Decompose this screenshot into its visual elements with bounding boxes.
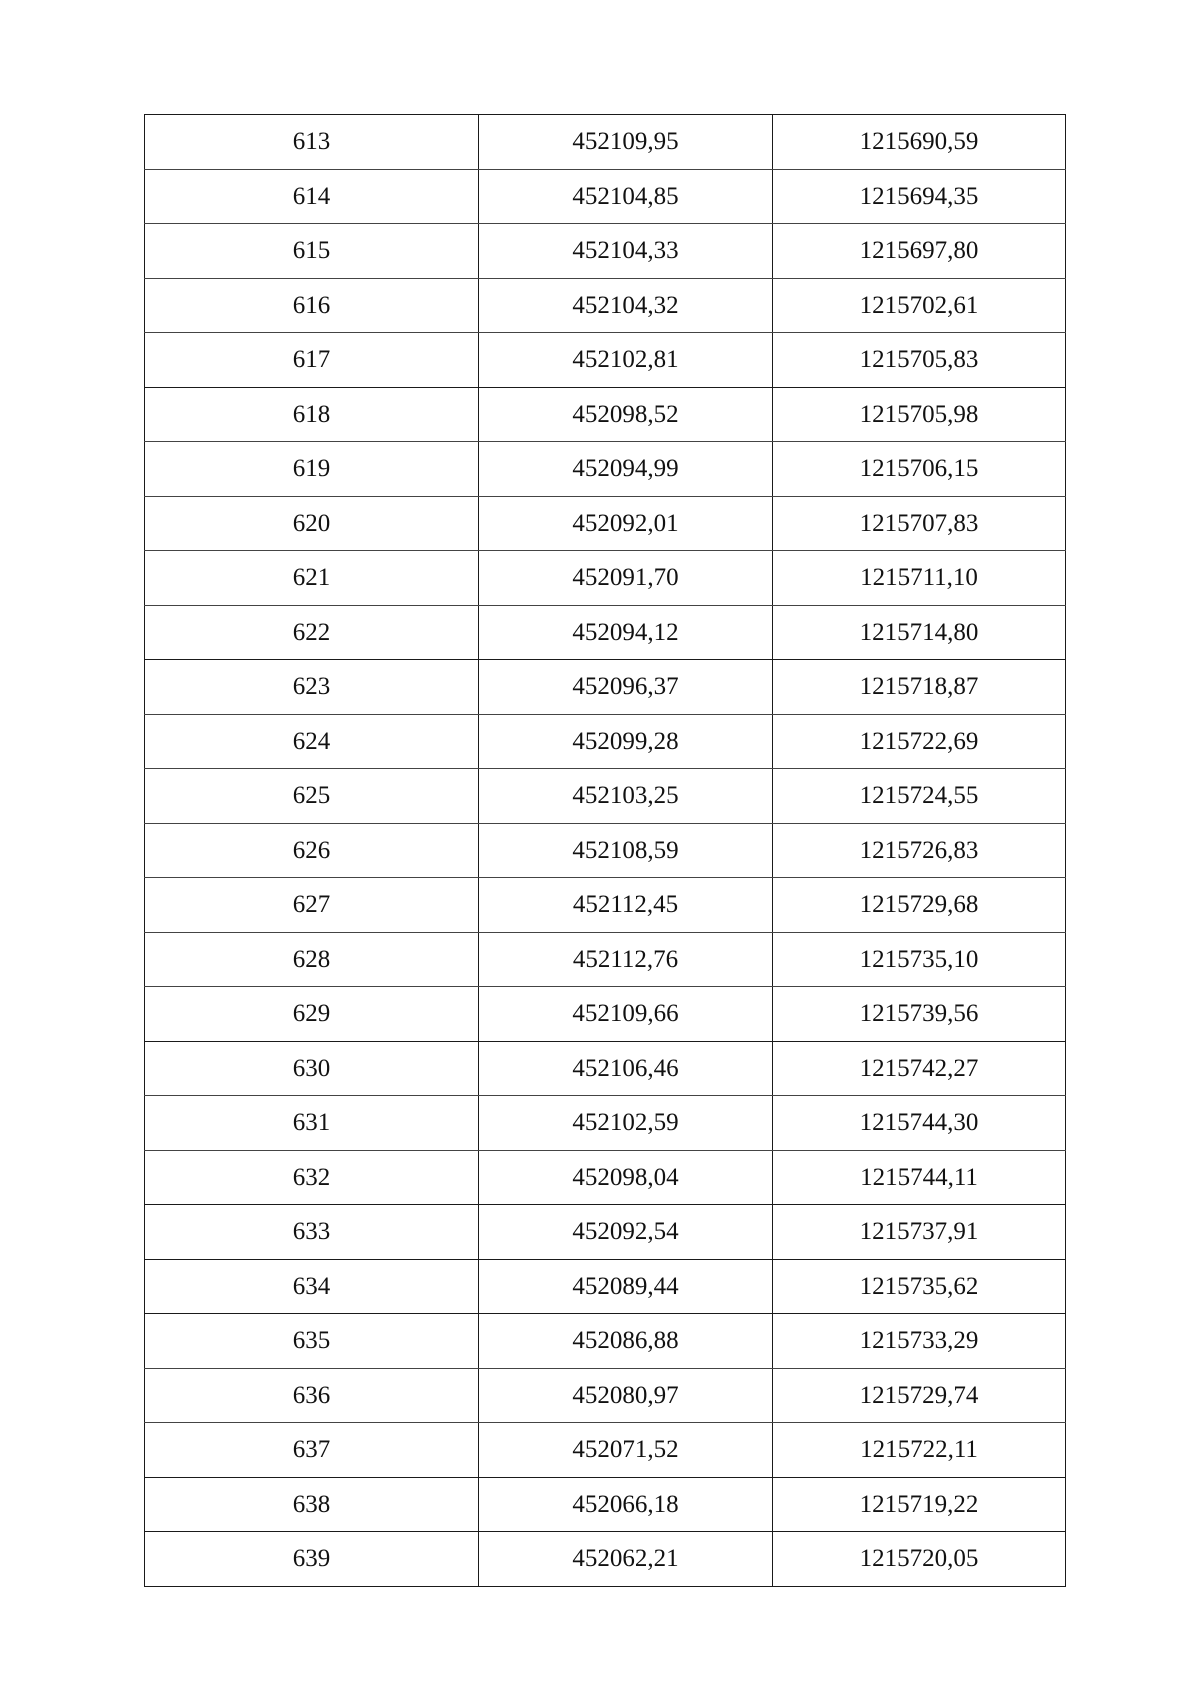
y-coordinate-cell: 1215714,80 bbox=[773, 605, 1066, 660]
point-number-cell: 617 bbox=[145, 333, 479, 388]
point-number-cell: 632 bbox=[145, 1150, 479, 1205]
y-coordinate-cell: 1215729,74 bbox=[773, 1368, 1066, 1423]
x-coordinate-cell: 452108,59 bbox=[479, 823, 773, 878]
x-coordinate-cell: 452096,37 bbox=[479, 660, 773, 715]
table-row bbox=[145, 1096, 1066, 1151]
table-row bbox=[145, 714, 1066, 769]
table-row bbox=[145, 551, 1066, 606]
y-coordinate-cell: 1215742,27 bbox=[773, 1041, 1066, 1096]
table-row bbox=[145, 660, 1066, 715]
point-number-cell: 637 bbox=[145, 1423, 479, 1478]
point-number-cell: 639 bbox=[145, 1532, 479, 1587]
point-number-cell: 616 bbox=[145, 278, 479, 333]
point-number-cell: 630 bbox=[145, 1041, 479, 1096]
coordinates-table bbox=[144, 114, 1066, 1587]
table-row bbox=[145, 333, 1066, 388]
point-number-cell: 628 bbox=[145, 932, 479, 987]
table-row bbox=[145, 442, 1066, 497]
point-number-cell: 627 bbox=[145, 878, 479, 933]
point-number-cell: 624 bbox=[145, 714, 479, 769]
point-number-cell: 625 bbox=[145, 769, 479, 824]
x-coordinate-cell: 452062,21 bbox=[479, 1532, 773, 1587]
x-coordinate-cell: 452098,52 bbox=[479, 387, 773, 442]
x-coordinate-cell: 452094,99 bbox=[479, 442, 773, 497]
table-row bbox=[145, 496, 1066, 551]
y-coordinate-cell: 1215722,11 bbox=[773, 1423, 1066, 1478]
x-coordinate-cell: 452089,44 bbox=[479, 1259, 773, 1314]
x-coordinate-cell: 452071,52 bbox=[479, 1423, 773, 1478]
point-number-cell: 615 bbox=[145, 224, 479, 279]
table-row bbox=[145, 224, 1066, 279]
table-row bbox=[145, 1532, 1066, 1587]
y-coordinate-cell: 1215705,83 bbox=[773, 333, 1066, 388]
x-coordinate-cell: 452109,66 bbox=[479, 987, 773, 1042]
point-number-cell: 635 bbox=[145, 1314, 479, 1369]
point-number-cell: 634 bbox=[145, 1259, 479, 1314]
table-row bbox=[145, 1314, 1066, 1369]
x-coordinate-cell: 452109,95 bbox=[479, 115, 773, 170]
table-row bbox=[145, 932, 1066, 987]
table-row bbox=[145, 605, 1066, 660]
x-coordinate-cell: 452102,81 bbox=[479, 333, 773, 388]
x-coordinate-cell: 452102,59 bbox=[479, 1096, 773, 1151]
point-number-cell: 613 bbox=[145, 115, 479, 170]
x-coordinate-cell: 452092,54 bbox=[479, 1205, 773, 1260]
y-coordinate-cell: 1215739,56 bbox=[773, 987, 1066, 1042]
x-coordinate-cell: 452112,45 bbox=[479, 878, 773, 933]
point-number-cell: 619 bbox=[145, 442, 479, 497]
point-number-cell: 626 bbox=[145, 823, 479, 878]
y-coordinate-cell: 1215718,87 bbox=[773, 660, 1066, 715]
x-coordinate-cell: 452104,33 bbox=[479, 224, 773, 279]
y-coordinate-cell: 1215711,10 bbox=[773, 551, 1066, 606]
x-coordinate-cell: 452094,12 bbox=[479, 605, 773, 660]
y-coordinate-cell: 1215720,05 bbox=[773, 1532, 1066, 1587]
table-row bbox=[145, 878, 1066, 933]
y-coordinate-cell: 1215735,10 bbox=[773, 932, 1066, 987]
table-row bbox=[145, 1423, 1066, 1478]
x-coordinate-cell: 452112,76 bbox=[479, 932, 773, 987]
table-row bbox=[145, 1368, 1066, 1423]
x-coordinate-cell: 452103,25 bbox=[479, 769, 773, 824]
table-row bbox=[145, 987, 1066, 1042]
x-coordinate-cell: 452091,70 bbox=[479, 551, 773, 606]
table-row bbox=[145, 1041, 1066, 1096]
table-row bbox=[145, 387, 1066, 442]
x-coordinate-cell: 452106,46 bbox=[479, 1041, 773, 1096]
y-coordinate-cell: 1215702,61 bbox=[773, 278, 1066, 333]
point-number-cell: 623 bbox=[145, 660, 479, 715]
table-row bbox=[145, 769, 1066, 824]
x-coordinate-cell: 452092,01 bbox=[479, 496, 773, 551]
point-number-cell: 633 bbox=[145, 1205, 479, 1260]
table-row bbox=[145, 1259, 1066, 1314]
point-number-cell: 622 bbox=[145, 605, 479, 660]
y-coordinate-cell: 1215733,29 bbox=[773, 1314, 1066, 1369]
x-coordinate-cell: 452099,28 bbox=[479, 714, 773, 769]
point-number-cell: 631 bbox=[145, 1096, 479, 1151]
y-coordinate-cell: 1215729,68 bbox=[773, 878, 1066, 933]
y-coordinate-cell: 1215735,62 bbox=[773, 1259, 1066, 1314]
point-number-cell: 636 bbox=[145, 1368, 479, 1423]
x-coordinate-cell: 452104,85 bbox=[479, 169, 773, 224]
x-coordinate-cell: 452104,32 bbox=[479, 278, 773, 333]
x-coordinate-cell: 452086,88 bbox=[479, 1314, 773, 1369]
y-coordinate-cell: 1215705,98 bbox=[773, 387, 1066, 442]
y-coordinate-cell: 1215719,22 bbox=[773, 1477, 1066, 1532]
point-number-cell: 620 bbox=[145, 496, 479, 551]
x-coordinate-cell: 452098,04 bbox=[479, 1150, 773, 1205]
point-number-cell: 621 bbox=[145, 551, 479, 606]
table-row bbox=[145, 823, 1066, 878]
table-row bbox=[145, 1477, 1066, 1532]
y-coordinate-cell: 1215697,80 bbox=[773, 224, 1066, 279]
y-coordinate-cell: 1215706,15 bbox=[773, 442, 1066, 497]
y-coordinate-cell: 1215707,83 bbox=[773, 496, 1066, 551]
table-row bbox=[145, 115, 1066, 170]
y-coordinate-cell: 1215694,35 bbox=[773, 169, 1066, 224]
point-number-cell: 638 bbox=[145, 1477, 479, 1532]
x-coordinate-cell: 452080,97 bbox=[479, 1368, 773, 1423]
y-coordinate-cell: 1215722,69 bbox=[773, 714, 1066, 769]
point-number-cell: 629 bbox=[145, 987, 479, 1042]
y-coordinate-cell: 1215726,83 bbox=[773, 823, 1066, 878]
y-coordinate-cell: 1215737,91 bbox=[773, 1205, 1066, 1260]
point-number-cell: 614 bbox=[145, 169, 479, 224]
y-coordinate-cell: 1215724,55 bbox=[773, 769, 1066, 824]
table-row bbox=[145, 1205, 1066, 1260]
x-coordinate-cell: 452066,18 bbox=[479, 1477, 773, 1532]
table-row bbox=[145, 169, 1066, 224]
coordinates-table-body bbox=[145, 115, 1066, 1587]
y-coordinate-cell: 1215744,30 bbox=[773, 1096, 1066, 1151]
y-coordinate-cell: 1215744,11 bbox=[773, 1150, 1066, 1205]
table-row bbox=[145, 1150, 1066, 1205]
point-number-cell: 618 bbox=[145, 387, 479, 442]
table-row bbox=[145, 278, 1066, 333]
y-coordinate-cell: 1215690,59 bbox=[773, 115, 1066, 170]
